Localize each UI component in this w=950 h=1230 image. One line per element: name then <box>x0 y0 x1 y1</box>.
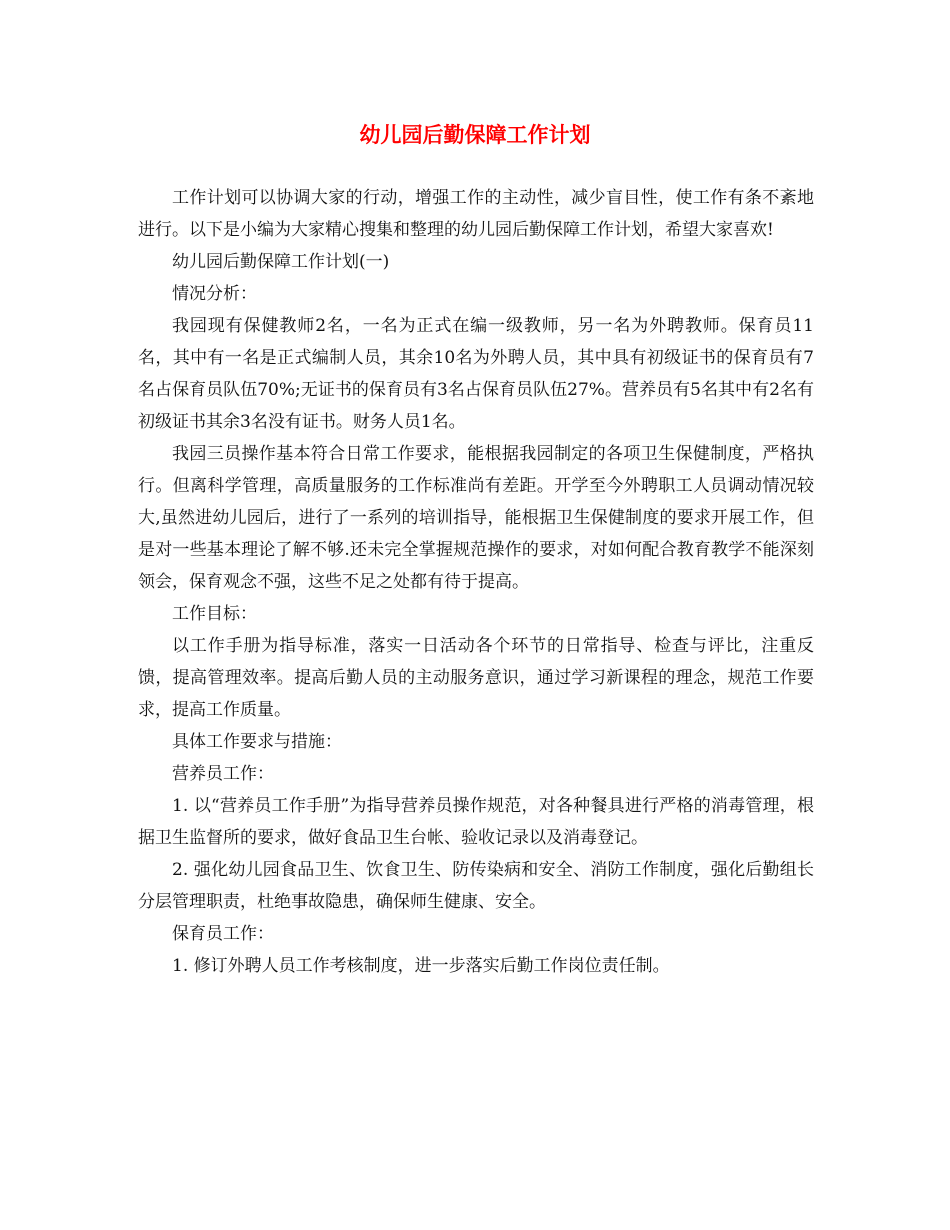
paragraph-goal-text: 以工作手册为指导标准，落实一日活动各个环节的日常指导、检查与评比，注重反馈，提高管理效率。提高后勤人员的主动服务意识，通过学习新课程的理念，规范工作要求，提高工作质量。 <box>138 636 814 720</box>
paragraph-measures-heading: 具体工作要求与措施： <box>172 732 342 752</box>
paragraph-situation-heading: 情况分析： <box>172 284 257 304</box>
document-title: 幼儿园后勤保障工作计划 <box>359 122 591 147</box>
paragraph-intro: 工作计划可以协调大家的行动，增强工作的主动性，减少盲目性，使工作有条不紊地进行。以下是小编为大家精心搜集和整理的幼儿园后勤保障工作计划，希望大家喜欢! <box>138 188 814 240</box>
paragraph-caregiver-heading: 保育员工作： <box>172 924 274 944</box>
paragraph-nutrition-item-2: 2. 强化幼儿园食品卫生、饮食卫生、防传染病和安全、消防工作制度，强化后勤组长分层管理职责，杜绝事故隐患，确保师生健康、安全。 <box>138 860 814 912</box>
paragraph-operation-status: 我园三员操作基本符合日常工作要求，能根据我园制定的各项卫生保健制度，严格执行。但离科学管理，高质量服务的工作标准尚有差距。开学至今外聘职工人员调动情况较大,虽然进幼儿园后，进行了一系列的培训指导，能根据卫生保健制度的要求开展工作，但是对一些基本理论了解不够.还未完全掌握规范操作的要求，对如何配合教育教学不能深刻领会，保育观念不强，这些不足之处都有待于提高。 <box>138 444 814 592</box>
document-body <box>138 182 814 982</box>
paragraph-goal-heading: 工作目标： <box>172 604 257 624</box>
paragraph-nutrition-item-1: 1. 以“营养员工作手册”为指导营养员操作规范，对各种餐具进行严格的消毒管理，根据卫生监督所的要求，做好食品卫生台帐、验收记录以及消毒登记。 <box>138 796 814 848</box>
paragraph-nutrition-heading: 营养员工作： <box>172 764 274 784</box>
paragraph-caregiver-item-1: 1. 修订外聘人员工作考核制度，进一步落实后勤工作岗位责任制。 <box>172 956 670 976</box>
paragraph-section-heading: 幼儿园后勤保障工作计划(一) <box>172 252 390 272</box>
paragraph-staff-overview: 我园现有保健教师2名，一名为正式在编一级教师，另一名为外聘教师。保育员11名，其中有一名是正式编制人员，其余10名为外聘人员，其中具有初级证书的保育员有7名占保育员队伍70%;无证书的保育员有3名占保育员队伍27%。营养员有5名其中有2名有初级证书其余3名没有证书。财务人员1名。 <box>138 316 814 432</box>
